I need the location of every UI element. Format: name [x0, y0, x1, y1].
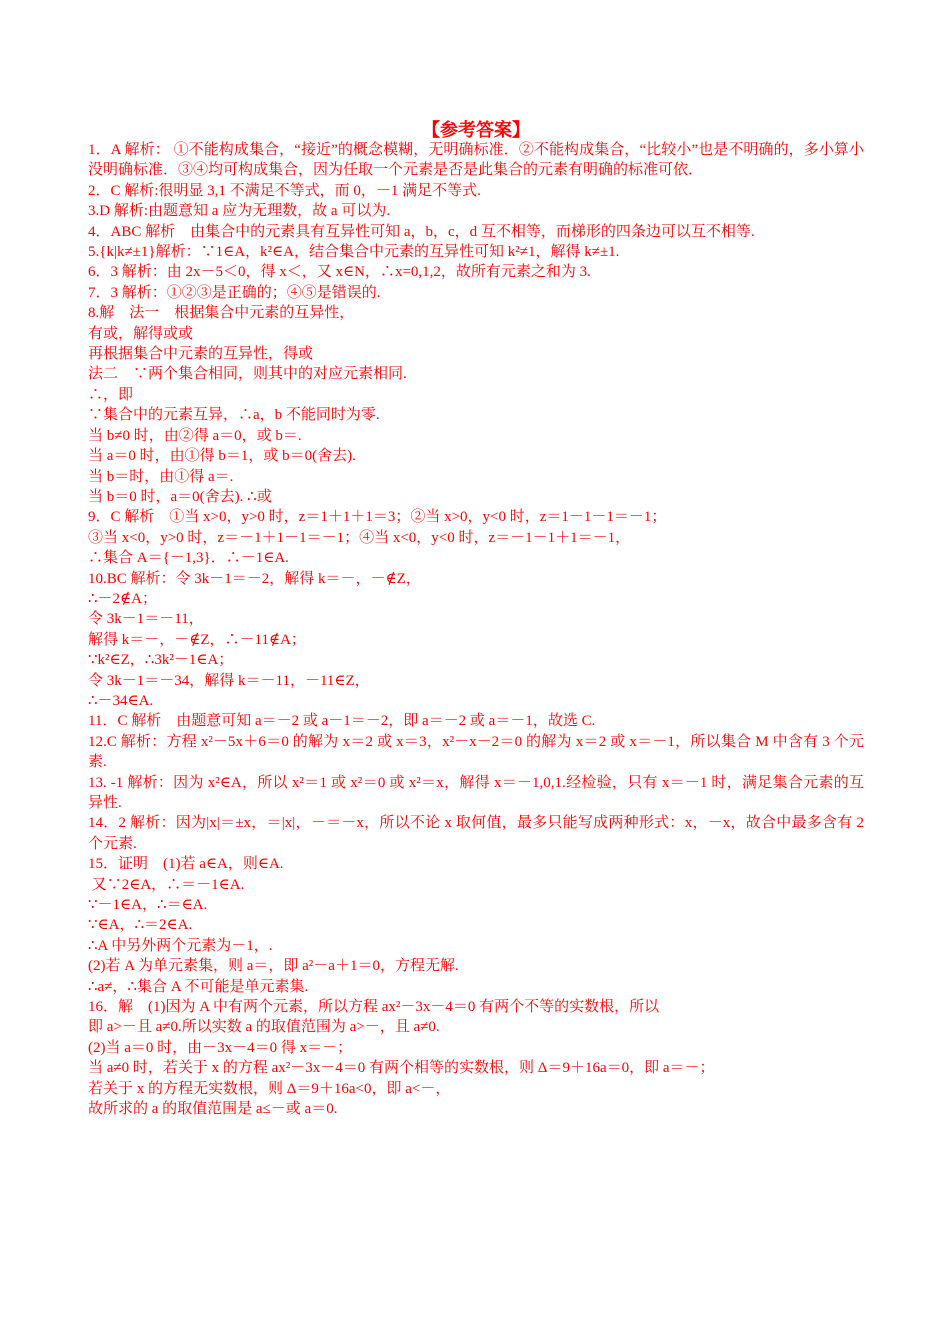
answer-16-line-5: 若关于 x 的方程无实数根，则 Δ＝9＋16a<0，即 a<－， [88, 1080, 451, 1097]
answer-9-line-1: 9．C 解析 ①当 x>0，y>0 时，z＝1＋1＋1＝3；②当 x>0，y<0 时，z＝1－1－1＝－1； [88, 509, 667, 526]
answer-8-line-7: 当 b≠0 时，由②得 a＝0，或 b＝. [88, 427, 302, 444]
answer-16-line-3: (2)当 a＝0 时，由－3x－4＝0 得 x＝－； [88, 1039, 353, 1056]
answer-15-line-6: (2)若 A 为单元素集，则 a＝，即 a²－a＋1＝0，方程无解. [88, 958, 459, 975]
answer-7: 7．3 解析：①②③是正确的；④⑤是错误的. [88, 284, 381, 301]
answer-15-line-1: 15．证明 (1)若 a∈A，则∈A. [88, 856, 284, 873]
answer-9-line-3: ∴集合 A＝{－1,3}．∴－1∈A. [88, 550, 289, 567]
answer-6: 6．3 解析：由 2x－5＜0，得 x＜，又 x∈N，∴x=0,1,2，故所有元素之和为 3. [88, 264, 591, 281]
answer-10-line-2: ∴－2∉A； [88, 590, 157, 607]
answer-2: 2．C 解析:很明显 3,1 不满足不等式，而 0，－1 满足不等式. [88, 182, 481, 199]
answer-8-line-1: 8.解 法一 根据集合中元素的互异性， [88, 305, 355, 322]
answer-10-line-6: 令 3k－1＝－34，解得 k＝－11，－11∈Z， [88, 672, 370, 689]
answer-10-line-1: 10.BC 解析：令 3k－1＝－2，解得 k＝－，－∉Z， [88, 570, 421, 587]
answer-8-line-2: 有或，解得或或 [88, 325, 194, 342]
answer-8-line-6: ∵集合中的元素互异，∴a，b 不能同时为零. [88, 407, 380, 424]
answer-15-line-7: ∴a≠，∴集合 A 不可能是单元素集. [88, 978, 309, 995]
answer-8-line-4: 法二 ∵两个集合相同，则其中的对应元素相同. [88, 366, 407, 383]
answer-16-line-4: 当 a≠0 时，若关于 x 的方程 ax²－3x－4＝0 有两个相等的实数根，则 Δ＝9＋16a＝0，即 a＝－； [88, 1060, 715, 1077]
answer-10-line-3: 令 3k－1＝－11， [88, 611, 204, 628]
answer-16-line-1: 16．解 (1)因为 A 中有两个元素，所以方程 ax²－3x－4＝0 有两个不等的实数根，所以 [88, 999, 660, 1016]
answer-4: 4．ABC 解析 由集合中的元素具有互异性可知 a，b，c，d 互不相等，而梯形的四条边可以互不相等. [88, 223, 755, 240]
answer-9-line-2: ③当 x<0，y>0 时，z＝－1＋1－1＝－1；④当 x<0，y<0 时，z＝－1－1＋1＝－1， [88, 529, 631, 546]
answer-8-line-5: ∴，即 [88, 386, 134, 403]
answer-3: 3.D 解析:由题意知 a 应为无理数，故 a 可以为. [88, 203, 391, 220]
answer-16-line-2: 即 a>－且 a≠0.所以实数 a 的取值范围为 a>－，且 a≠0. [88, 1019, 440, 1036]
answer-key-page [88, 118, 868, 1120]
answer-15-line-2: 又∵2∈A，∴＝－1∈A. [88, 876, 245, 893]
answer-8-line-9: 当 b＝时，由①得 a＝. [88, 468, 234, 485]
answer-14: 14．2 解析：因为|x|＝±x，＝|x|，－＝－x，所以不论 x 取何值，最多只能写成两种形式：x，－x，故合中最多含有 2 个元素. [88, 815, 868, 852]
answer-12: 12.C 解析：方程 x²－5x＋6＝0 的解为 x＝2 或 x＝3，x²－x－2＝0 的解为 x＝2 或 x＝－1，所以集合 M 中含有 3 个元素. [88, 733, 864, 771]
answer-16-line-6: 故所求的 a 的取值范围是 a≤－或 a＝0. [88, 1101, 338, 1118]
answer-8-line-3: 再根据集合中元素的互异性，得或 [88, 346, 314, 363]
answer-10-line-7: ∴－34∈A. [88, 692, 154, 709]
answer-5: 5.{k|k≠±1}解析：∵1∈A，k²∈A，结合集合中元素的互异性可知 k²≠1，解得 k≠±1. [88, 244, 620, 261]
answer-10-line-5: ∵k²∈Z，∴3k²－1∈A； [88, 652, 234, 669]
answer-10-line-4: 解得 k＝－，－∉Z，∴－11∉A； [88, 631, 306, 648]
answer-8-line-8: 当 a＝0 时，由①得 b＝1，或 b＝0(舍去). [88, 448, 356, 465]
page-title: 【参考答案】 [422, 120, 530, 140]
answer-15-line-4: ∵∈A，∴＝2∈A. [88, 917, 193, 934]
answer-8-line-10: 当 b＝0 时，a＝0(舍去). ∴或 [88, 488, 272, 505]
answer-15-line-3: ∵－1∈A，∴＝∈A. [88, 897, 208, 914]
answer-13: 13. -1 解析：因为 x²∈A，所以 x²＝1 或 x²＝0 或 x²＝x，解得 x＝－1,0,1.经检验，只有 x＝－1 时，满足集合元素的互异性. [88, 774, 864, 811]
answer-15-line-5: ∴A 中另外两个元素为－1，. [88, 937, 273, 954]
answer-1: 1．A 解析： ①不能构成集合，“接近”的概念模糊，无明确标准．②不能构成集合，“比较小”也是不明确的，多小算小没明确标准．③④均可构成集合，因为任取一个元素是否是此集合的元素有明确的标准可依． [88, 142, 864, 179]
answer-11: 11．C 解析 由题意可知 a＝－2 或 a－1＝－2，即 a＝－2 或 a＝－1，故选 C. [88, 713, 596, 730]
